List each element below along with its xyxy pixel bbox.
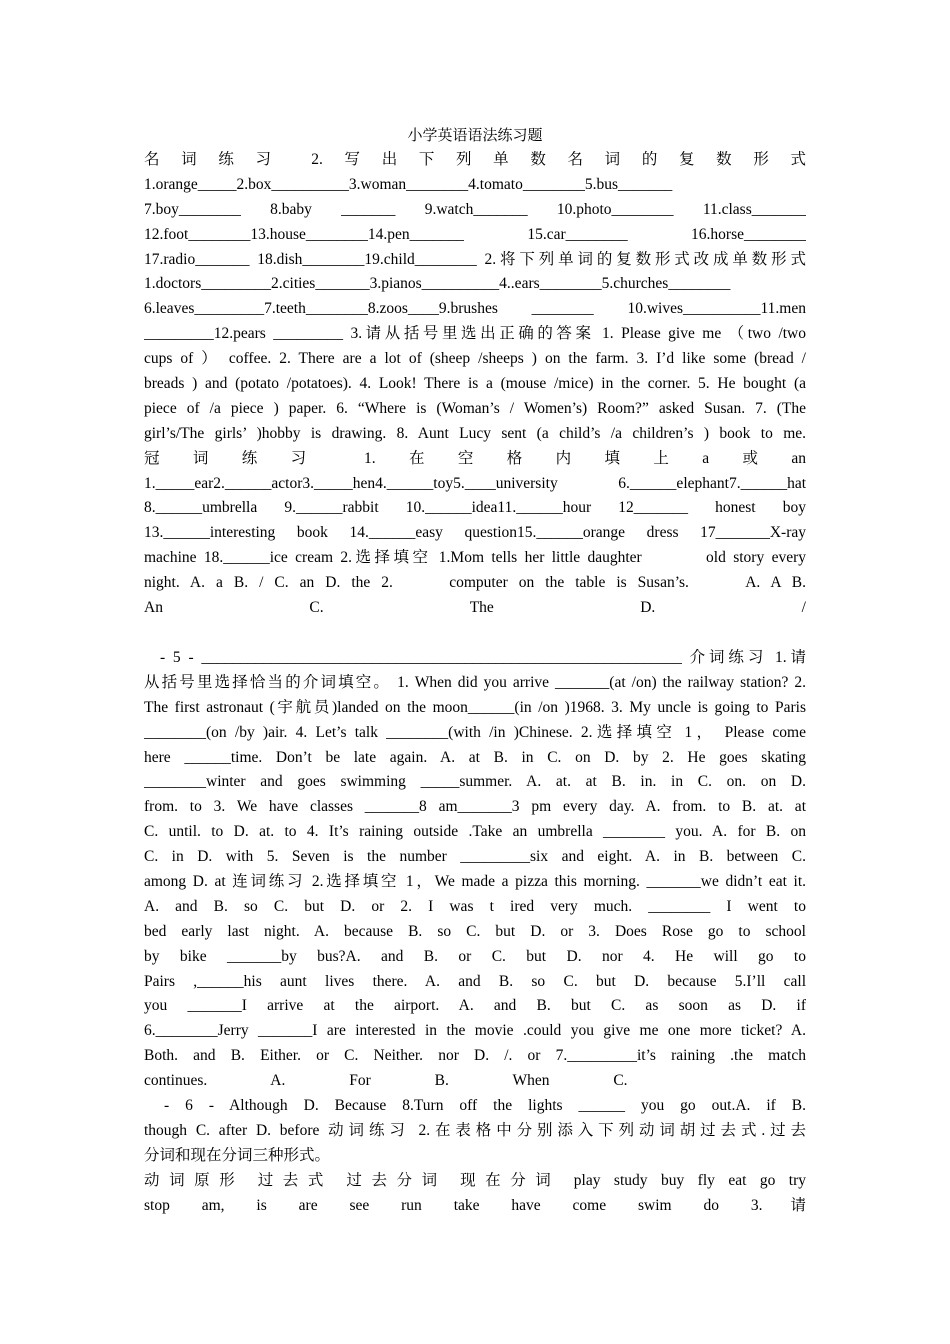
text-block-page6 — [144, 646, 806, 1218]
text-line: A. and B. so C. but D. or 2. I was t ired very much. ________ I went to — [144, 897, 806, 915]
text-line: girl’s/The girls’ )hobby is drawing. 8. Aunt Lucy sent (a child’s /a children’s ) book to me. — [144, 424, 806, 442]
text-line: 6.________Jerry _______I are interested in the movie .could you give me one more ticket? A. — [144, 1022, 806, 1040]
text-block-page5 — [144, 148, 806, 621]
text-line: Pairs ,______his aunt lives there. A. and B. so C. but D. because 5.I’ll call — [144, 972, 806, 990]
text-line: by bike _______by bus?A. and B. or C. but D. nor 4. He will go to — [144, 947, 806, 965]
text-line: 6.leaves_________7.teeth________8.zoos____9.brushes ________ 10.wives__________11.men — [144, 300, 806, 318]
text-line: 分词和现在分词三种形式。 — [144, 1146, 331, 1164]
text-line: 17.radio_______ 18.dish________19.child________ 2.将下列单词的复数形式改成单数形式 — [144, 250, 806, 268]
text-line: C. in D. with 5. Seven is the number _________six and eight. A. in B. between C. — [144, 848, 806, 866]
text-line: you _______I arrive at the airport. A. and B. but C. as soon as D. if — [144, 997, 806, 1015]
text-line: 7.boy________ 8.baby _______ 9.watch_______ 10.photo________ 11.class_______ — [144, 200, 806, 218]
page-separator-line: - 5 - ______________________________________________________________ 介词练习 1.请 — [160, 649, 806, 666]
text-line: 名 词 练 习 2. 写 出 下 列 单 数 名 词 的 复 数 形 式 — [144, 151, 806, 168]
text-line: C. until. to D. at. to 4. It’s raining outside .Take an umbrella ________ you. A. for B. on — [144, 823, 806, 841]
page-separator-line: - 6 - Although D. Because 8.Turn off the lights ______ you go out.A. if B. — [164, 1097, 806, 1115]
text-line: Both. and B. Either. or C. Neither. nor D. /. or 7._________it’s raining .the match — [144, 1047, 806, 1065]
text-line: ________winter and goes swimming _____summer. A. at. at B. in. in C. on. on D. — [144, 773, 806, 791]
text-line: among D. at 连词练习 2.选择填空 1，We made a pizza this morning. _______we didn’t eat it. — [144, 873, 806, 891]
text-line: cups of ） coffee. 2. There are a lot of (sheep /sheeps ) on the farm. 3. I’d like some (bread / — [144, 350, 806, 368]
text-line: 8.______umbrella 9.______rabbit 10.______idea11.______hour 12_______ honest boy — [144, 499, 806, 517]
text-line: piece of /a piece ) paper. 6. “Where is (Woman’s / Women’s) Room?” asked Susan. 7. (The — [144, 399, 806, 417]
text-line: machine 18.______ice cream 2.选择填空 1.Mom tells her little daughter old story every — [144, 549, 806, 567]
text-line: 13.______interesting book 14.______easy question15.______orange dress 17_______X-ray — [144, 524, 806, 542]
text-line: here ______time. Don’t be late again. A. at B. in C. on D. by 2. He goes skating — [144, 748, 806, 766]
text-line: 冠 词 练 习 1. 在 空 格 内 填 上 a 或 an — [144, 449, 806, 467]
text-line: from. to 3. We have classes _______8 am_______3 pm every day. A. from. to B. at. at — [144, 798, 806, 816]
text-line: continues. A. For B. When C. — [144, 1072, 628, 1090]
text-line: stop am, is are see run take have come swim do 3.请 — [144, 1196, 806, 1214]
text-line: breads ) and (potato /potatoes). 4. Look! There is a (mouse /mice) in the corner. 5. He bought (a — [144, 375, 806, 393]
text-line: 12.foot________13.house________14.pen_______ 15.car________ 16.horse________ — [144, 225, 806, 243]
text-line: _________12.pears _________ 3.请从括号里选出正确的答案 1. Please give me （two /two — [144, 325, 806, 343]
text-line: 从括号里选择恰当的介词填空。 1. When did you arrive _______(at /on) the railway station? 2. — [144, 673, 806, 691]
text-line: 动词原形 过去式 过去分词 现在分词 play study buy fly eat go try — [144, 1171, 806, 1189]
text-line: though C. after D. before 动词练习 2.在表格中分别添入下列动词胡过去式.过去 — [144, 1121, 806, 1139]
text-line: ________(on /by )air. 4. Let’s talk ________(with /in )Chinese. 2.选择填空 1， Please come — [144, 723, 806, 741]
text-line: bed early last night. A. because B. so C. but D. or 3. Does Rose go to school — [144, 922, 806, 940]
text-line: The first astronaut (宇航员)landed on the moon______(in /on )1968. 3. My uncle is going to Paris — [144, 698, 806, 716]
text-line: 1.doctors_________2.cities_______3.pianos__________4..ears________5.churches________ — [144, 275, 731, 293]
text-line: An C. The D. / — [144, 599, 806, 617]
text-line: 1._____ear2.______actor3._____hen4.______toy5.____university 6.______elephant7.______hat — [144, 474, 806, 492]
text-line: night. A. a B. / C. an D. the 2. computer on the table is Susan’s. A. A B. — [144, 574, 806, 592]
document-title: 小学英语语法练习题 — [407, 128, 543, 144]
text-line: 1.orange_____2.box__________3.woman________4.tomato________5.bus_______ — [144, 175, 673, 193]
